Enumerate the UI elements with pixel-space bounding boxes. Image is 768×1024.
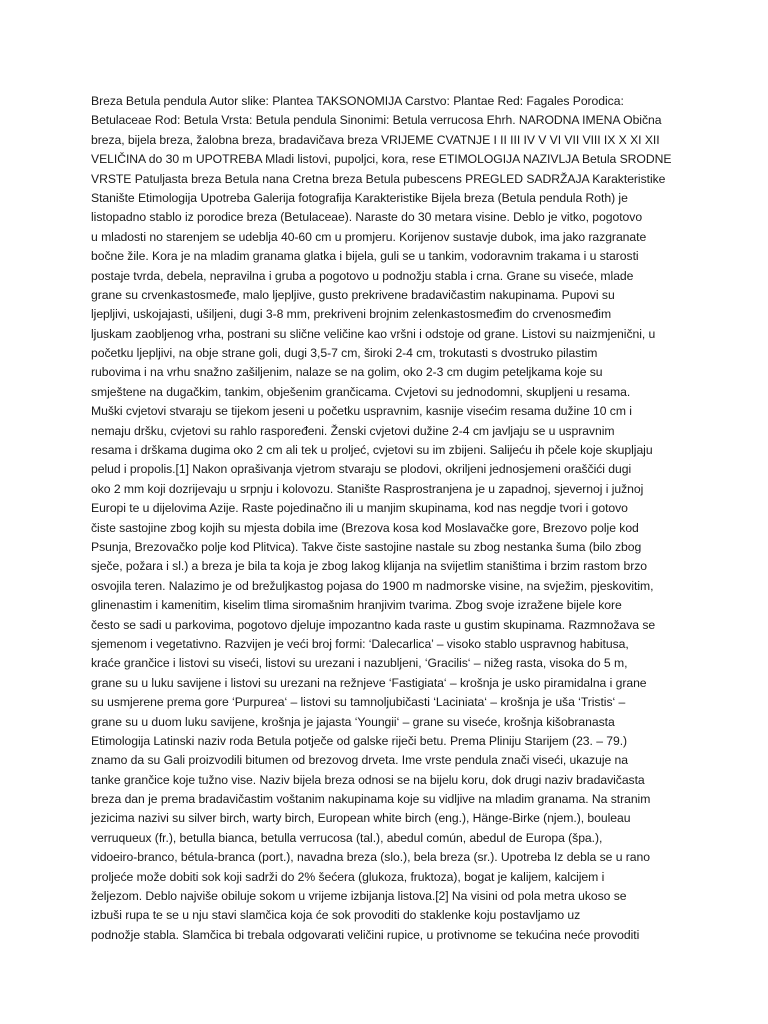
text-line: breza dan je prema bradavičastim voštanim nakupinama koje su vidljive na mladim granama. Na stranim — [91, 792, 651, 807]
text-line: tanke grančice koje tužno vise. Naziv bijela breza odnosi se na bijelu koru, dok drugi naziv bradavičasta — [91, 772, 645, 787]
text-line: kraće grančice i listovi su viseći, listovi su urezani i nazubljeni, ‘Gracilis‘ – nižeg rasta, visoka do 5 m, — [91, 656, 628, 671]
text-line: postaje tvrda, debela, nepravilna i gruba a pogotovo u podnožju stabla i crna. Grane su viseće, mlade — [91, 268, 634, 283]
text-line: često se sadi u parkovima, pogotovo djeluje impozantno kada raste u gustim skupinama. Razmnožava se — [91, 617, 656, 632]
text-line: bočne žile. Kora je na mladim granama glatka i bijela, guli se u tankim, vodoravnim trakama i u starosti — [91, 249, 639, 264]
text-line: nemaju dršku, cvjetovi su rahlo raspoređeni. Ženski cvjetovi dužine 2-4 cm javljaju se u uspravnim — [91, 423, 615, 438]
text-line: ljepljivi, uskojajasti, ušiljeni, dugi 3-8 mm, prekriveni brojnim zelenkastosmeđim do crvenosmeđim — [91, 307, 612, 322]
text-line: rubovima i na vrhu snažno zašiljenim, nalaze se na golim, oko 2-3 cm dugim peteljkama koje su — [91, 365, 603, 380]
text-line: Breza Betula pendula Autor slike: Plantea TAKSONOMIJA Carstvo: Plantae Red: Fagales Porodica: — [91, 94, 624, 108]
text-line: osvojila teren. Nalazimo je od brežuljkastog pojasa do 1900 m nadmorske visine, na svježim, pjeskovitim, — [91, 578, 654, 593]
text-line: sječe, požara i sl.) a breza je bila ta koja je zbog lakog klijanja na svijetlim staništima i brzim rastom brzo — [91, 559, 647, 574]
text-line: jezicima nazivi su silver birch, warty birch, European white birch (eng.), Hänge-Birke (njem.), bouleau — [91, 811, 631, 826]
text-line: proljeće može dobiti sok koji sadrži do 2% šećera (glukoza, fruktoza), bogat je kalijem, kalcijem i — [91, 869, 605, 884]
text-line: resama i drškama dugima oko 2 cm ali tek u proljeć, cvjetovi su im zbijeni. Salijeću ih pčele koje skupljaju — [91, 443, 653, 458]
text-line: grane su u duom luku savijene, krošnja je jajasta ‘Youngii‘ – grane su viseće, krošnja kišobranasta — [91, 714, 615, 729]
text-line: listopadno stablo iz porodice breza (Betulaceae). Naraste do 30 metara visine. Deblo je vitko, pogotovo — [91, 210, 643, 225]
text-line: u mladosti no starenjem se udeblja 40-60 cm u promjeru. Korijenov sustavje dubok, ima jako razgranate — [91, 229, 647, 244]
text-line: izbuši rupa te se u nju stavi slamčica koja će sok provoditi do staklenke koju postavljamo uz — [91, 908, 581, 923]
text-line: grane su crvenkastosmeđe, malo ljepljive, gusto prekrivene bradavičastim nakupinama. Pupovi su — [91, 287, 615, 302]
text-line: Europi te u dijelovima Azije. Raste pojedinačno ili u manjim skupinama, kod nas negdje tvori i gotovo — [91, 501, 628, 516]
text-line: Betulaceae Rod: Betula Vrsta: Betula pendula Sinonimi: Betula verrucosa Ehrh. NARODNA IMENA Obična — [91, 113, 662, 128]
text-line: Stanište Etimologija Upotreba Galerija fotografija Karakteristike Bijela breza (Betula pendula Roth) je — [91, 190, 628, 205]
text-line: VELIČINA do 30 m UPOTREBA Mladi listovi, pupoljci, kora, rese ETIMOLOGIJA NAZIVLJA Betula SRODNE — [91, 152, 672, 167]
text-line: VRSTE Patuljasta breza Betula nana Cretna breza Betula pubescens PREGLED SADRŽAJA Karakteristike — [91, 171, 666, 186]
text-line: podnožje stabla. Slamčica bi trebala odgovarati veličini rupice, u protivnome se tekućina neće provoditi — [91, 927, 640, 942]
text-line: početku ljepljivi, na obje strane goli, dugi 3,5-7 cm, široki 2-4 cm, trokutasti s dvostruko pilastim — [91, 346, 598, 361]
text-line: verruqueux (fr.), betulla bianca, betulla verrucosa (tal.), abedul común, abedul de Europa (špa.), — [91, 830, 603, 845]
text-line: čiste sastojine zbog kojih su mjesta dobila ime (Brezova kosa kod Moslavačke gore, Brezovo polje kod — [91, 520, 639, 535]
text-line: vidoeiro-branco, bétula-branca (port.), navadna breza (slo.), bela breza (sr.). Upotreba Iz debla se u rano — [91, 850, 650, 865]
text-line: breza, bijela breza, žalobna breza, bradavičava breza VRIJEME CVATNJE I II III IV V VI VII VIII IX X XI XII — [91, 132, 660, 147]
text-line: smještene na dugačkim, tankim, obješenim grančicama. Cvjetovi su jednodomni, skupljeni u resama. — [91, 384, 631, 399]
text-line: pelud i propolis.[1] Nakon oprašivanja vjetrom stvaraju se plodovi, okriljeni jednosjemeni oraščići dugi — [91, 462, 632, 477]
text-line: grane su u luku savijene i listovi su urezani na režnjeve ‘Fastigiata‘ – krošnja je usko piramidalna i grane — [91, 675, 647, 690]
text-line: željezom. Deblo najviše obiluje sokom u vrijeme izbijanja listova.[2] Na visini od pola metra ukoso se — [91, 889, 627, 904]
text-line: sjemenom i vegetativno. Razvijen je veći broj formi: ‘Dalecarlica’ – visoko stablo uspravnog habitusa, — [91, 636, 629, 651]
text-line: Psunja, Brezovačko polje kod Plitvica). Takve čiste sastojine nastale su zbog nestanka šuma (bilo zbog — [91, 539, 642, 554]
text-line: oko 2 mm koji dozrijevaju u srpnju i kolovozu. Stanište Rasprostranjena je u zapadnoj, sjevernoj i južnoj — [91, 481, 644, 496]
text-line: glinenastim i kamenitim, kiselim tlima siromašnim hranjivim tvarima. Zbog svoje izražene bijele kore — [91, 598, 622, 613]
text-line: su usmjerene prema gore ‘Purpurea‘ – listovi su tamnoljubičasti ‘Laciniata‘ – krošnja je uša ‘Tristis‘ – — [91, 695, 626, 710]
text-line: znamo da su Gali proizvodili bitumen od brezovog drveta. Ime vrste pendula znači viseći, ukazuje na — [91, 753, 629, 768]
text-line: Muški cvjetovi stvaraju se tijekom jeseni u početku uspravnim, kasnije visećim resama dužine 10 cm i — [91, 404, 632, 419]
text-line: ljuskam zaobljenog vrha, postrani su slične veličine kao vršni i odstoje od grane. Listovi su naizmjenični, u — [91, 326, 656, 341]
text-line: Etimologija Latinski naziv roda Betula potječe od galske riječi betu. Prema Pliniju Starijem (23. – 79.) — [91, 733, 628, 748]
body-text — [91, 92, 672, 945]
